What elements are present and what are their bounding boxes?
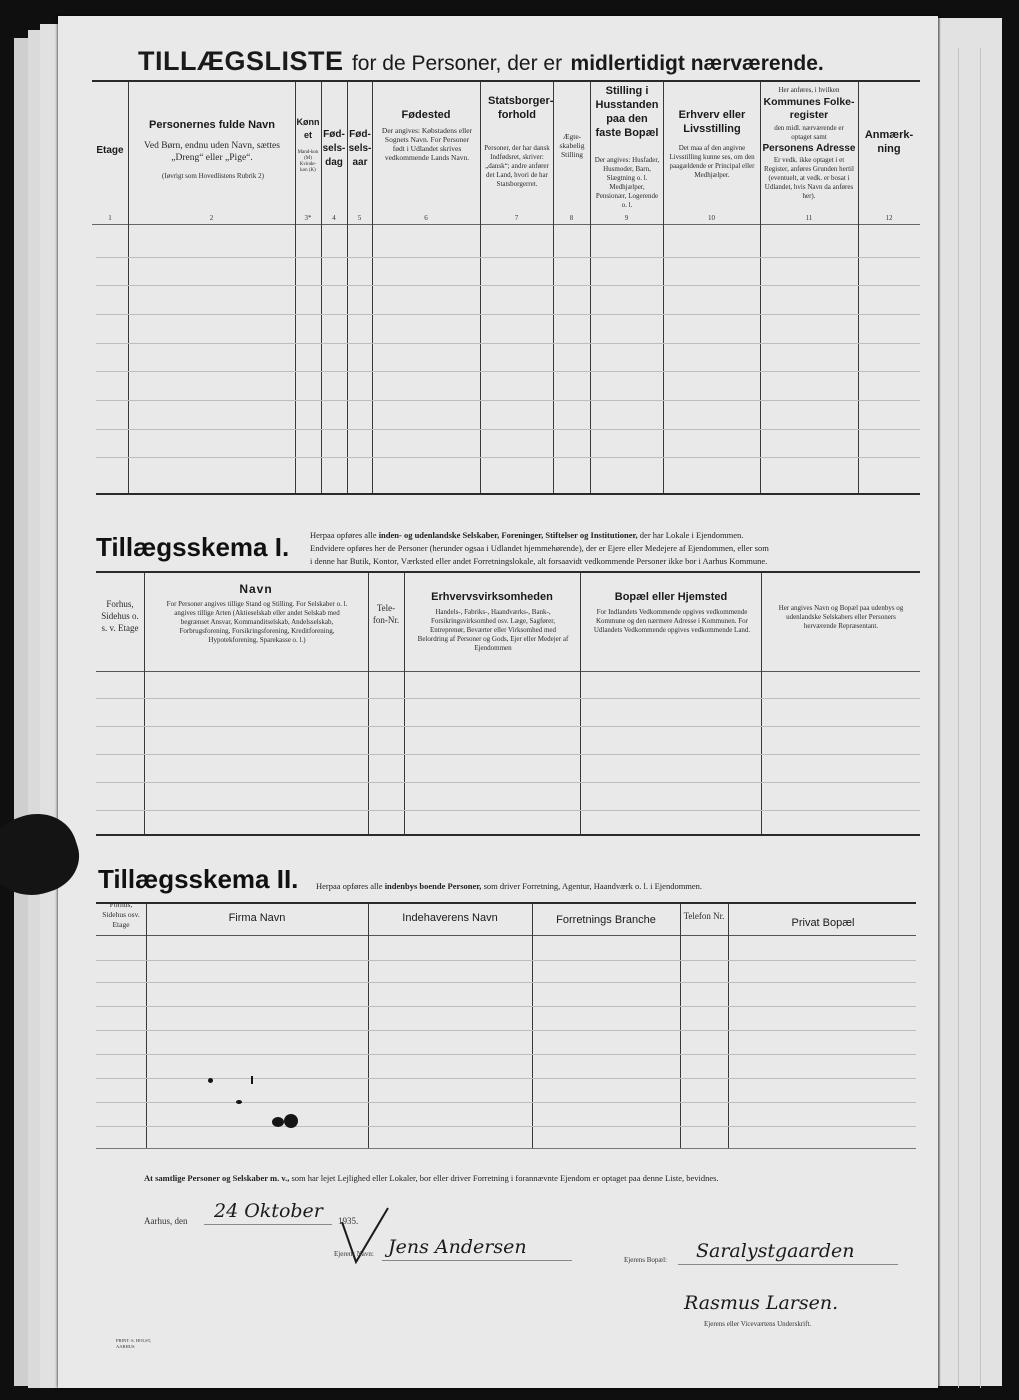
- address-label: Ejerens Bopæl:: [624, 1256, 667, 1264]
- column-number: 8: [569, 214, 574, 222]
- attest-text: som har lejet Lejlighed eller Lokaler, bor eller driver Forretning i forannævnte Ejendom er optaget paa denne Liste, bevidnes.: [291, 1173, 719, 1183]
- owner-line: [382, 1260, 572, 1261]
- ink-blot: [236, 1100, 242, 1104]
- header-konnet-note: Mand-kon (M) Kvinde-kon (K): [297, 150, 319, 173]
- header-fodested-note: Der angives: Købstadens eller Sognets Navn. For Personer født i Udlandet skrives vedkommende Lands Navn.: [381, 126, 473, 162]
- header-statsborger-note: Personer, der har dansk Indfødsret, skriver: „dansk“; andre anfører det Land, hvori de har Statsborgerret.: [484, 144, 550, 188]
- column-number: 2: [209, 214, 214, 222]
- printer-mark: PRINT: S. HOLST, AARHUS: [116, 1338, 152, 1349]
- header-kommune-note2: den midl. nærværende er optaget samt: [774, 124, 844, 141]
- owner-handwritten: Jens Andersen: [388, 1236, 527, 1258]
- skema2-header-firma: Firma Navn: [228, 912, 286, 924]
- signature-label: Ejerens eller Viceværtens Underskrift.: [704, 1320, 812, 1328]
- attestation: [144, 1172, 719, 1185]
- ink-blot: [251, 1076, 253, 1084]
- header-erhverv-note: Det maa af den angivne Livsstilling kunne ses, om den paagældende er Principal eller Medhjælper.: [669, 144, 755, 179]
- header-aegteskabelig: Ægte-skabelig Stilling: [559, 132, 585, 159]
- column-number: 10: [708, 214, 715, 222]
- skema2-header-branche: Forretnings Branche: [556, 914, 656, 926]
- skema1-header-repraesentant: Her angives Navn og Bopæl paa udenbys og udenlandske Selskabers eller Personers herværende Repræsentant.: [778, 604, 904, 630]
- form-title: [138, 46, 824, 77]
- header-stilling: Stilling i Husstanden paa den faste Bopæl: [595, 85, 659, 139]
- skema2-desc: [316, 880, 702, 893]
- column-number: 12: [885, 214, 893, 222]
- city-label: Aarhus, den: [144, 1216, 188, 1226]
- skema1-line1c: der har Lokale i Ejendommen.: [639, 530, 744, 540]
- header-stilling-note: Der angives: Husfader, Husmoder, Barn, Slægtning o. l. Medhjælper, Pensionær, Logerende o. l.: [594, 156, 660, 209]
- skema1-header-erhverv: Erhvervsvirksomheden: [431, 591, 553, 603]
- skema2-header-etage: Forhus, Sidehus osv. Etage: [102, 900, 140, 929]
- ink-blot: [284, 1114, 298, 1128]
- title-word: TILLÆGSLISTE: [138, 46, 344, 76]
- column-number: 9: [624, 214, 629, 222]
- column-number: 6: [424, 214, 428, 222]
- skema2-header-telefon: Telefon Nr.: [683, 911, 725, 921]
- skema1-line2: Endvidere opføres her de Personer (herunder ogsaa i Udlandet hjemmehørende), der er Ejere eller Medejere af Ejendommen, eller som: [310, 543, 769, 553]
- header-fodselsdag: Fød-sels-dag: [322, 129, 346, 168]
- signature-handwritten: Rasmus Larsen.: [684, 1292, 839, 1314]
- ink-blot: [208, 1078, 213, 1083]
- ink-blot: [272, 1117, 284, 1127]
- header-erhverv: Erhverv eller Livsstilling: [678, 109, 746, 135]
- skema1-header-bopael-note: For Indlandets Vedkommende opgives vedkommende Kommune og den nærmere Adresse i Kommunen. For Udlandets Vedkommende opgives vedkommende Land.: [593, 608, 751, 634]
- next-page-edge: [938, 18, 1002, 1386]
- column-number: 5: [357, 214, 362, 222]
- column-number: 3*: [304, 214, 312, 222]
- skema1-line3: i denne har Butik, Kontor, Værksted eller andet Forretningslokale, alt forsaavidt vedkommende Personer ikke bor i Aarhus Kommune.: [310, 556, 768, 566]
- skema2-desc-c: som driver Forretning, Agentur, Haandværk o. l. i Ejendommen.: [483, 881, 703, 891]
- skema1-header-erhverv-note: Handels-, Fabriks-, Haandværks-, Bank-, Forsikringsvirksomhed osv. Læge, Sagfører, Entreprenør, Beværter eller Virksomhed med Belordring af Personer og Gods, Ejer eller Medejer af Ejendommen: [417, 608, 569, 652]
- header-kommune-adresse: Personens Adresse: [762, 143, 856, 154]
- year-label: 1935.: [338, 1216, 359, 1226]
- address-handwritten: Saralystgaarden: [696, 1240, 855, 1262]
- header-anmaerkning: Anmærk-ning: [864, 129, 914, 155]
- header-kommune: Kommunes Folke-register: [763, 96, 855, 121]
- header-kommune-note1: Her anføres, i hvilken: [778, 86, 840, 94]
- header-kommune-note3: Er vedk. ikke optaget i et Register, anføres Grunden hertil (eventuelt, at vedk. er bosat i Udlandet, hvis Navn da anføres her).: [764, 156, 854, 200]
- header-fodselsaar: Fød-sels-aar: [348, 129, 372, 168]
- skema2-title: Tillægsskema II.: [98, 864, 299, 894]
- skema1-header-navn: Navn: [239, 582, 273, 596]
- skema1-header-navn-note: For Personer angives tillige Stand og Stilling. For Selskaber o. l. angives tillige Arten (Aktieselskab eller andet Selskab med begrænset Ansvar, Kommanditselskab, Andelsselskab, Forbrugsforening, Forsikringsforening, Kreditforening, Hypotekforening, Sparekasse o. l.): [166, 600, 348, 644]
- skema2-header-bopael: Privat Bopæl: [791, 917, 855, 929]
- header-etage: Etage: [96, 145, 124, 156]
- skema1-line1a: Herpaa opføres alle: [310, 530, 377, 540]
- title-part: for de Personer, der er: [351, 52, 563, 75]
- owner-label: Ejerens Navn:: [334, 1250, 374, 1258]
- title-bold: midlertidigt nærværende.: [570, 52, 824, 75]
- date-handwritten: 24 Oktober: [214, 1200, 323, 1222]
- skema1-line1: [310, 529, 930, 542]
- column-number: 11: [805, 214, 813, 222]
- header-navn: Personernes fulde Navn: [149, 119, 275, 131]
- header-statsborger: Statsborger-forhold: [488, 95, 554, 121]
- column-number: 7: [514, 214, 519, 222]
- skema2-desc-a: Herpaa opføres alle: [316, 881, 383, 891]
- address-line: [678, 1264, 898, 1265]
- skema1-header-bopael: Bopæl eller Hjemsted: [614, 591, 728, 603]
- column-number: 4: [332, 214, 336, 222]
- skema1-header-telefon: Tele-fon-Nr.: [372, 603, 400, 625]
- skema1-line1b: inden- og udenlandske Selskaber, Foreninger, Stiftelser og Institutioner,: [378, 530, 638, 540]
- header-navn-note2: (Iøvrigt som Hovedlistens Rubrik 2): [162, 172, 264, 180]
- column-number: 1: [108, 214, 112, 222]
- skema2-header-indehaver: Indehaverens Navn: [402, 912, 498, 924]
- header-fodested: Fødested: [401, 109, 451, 121]
- skema2-desc-b: indenbys boende Personer,: [384, 881, 482, 891]
- skema1-title: Tillægsskema I.: [96, 532, 290, 562]
- skema1-header-etage: Forhus, Sidehus o. s. v. Etage: [101, 599, 139, 633]
- attest-bold: At samtlige Personer og Selskaber m. v.,: [144, 1173, 290, 1183]
- header-navn-note: Ved Børn, endnu uden Navn, sættes „Dreng“ eller „Pige“.: [144, 141, 280, 163]
- header-konnet: Kønnet: [296, 117, 320, 140]
- form-page: [58, 16, 938, 1388]
- date-line: [204, 1224, 332, 1225]
